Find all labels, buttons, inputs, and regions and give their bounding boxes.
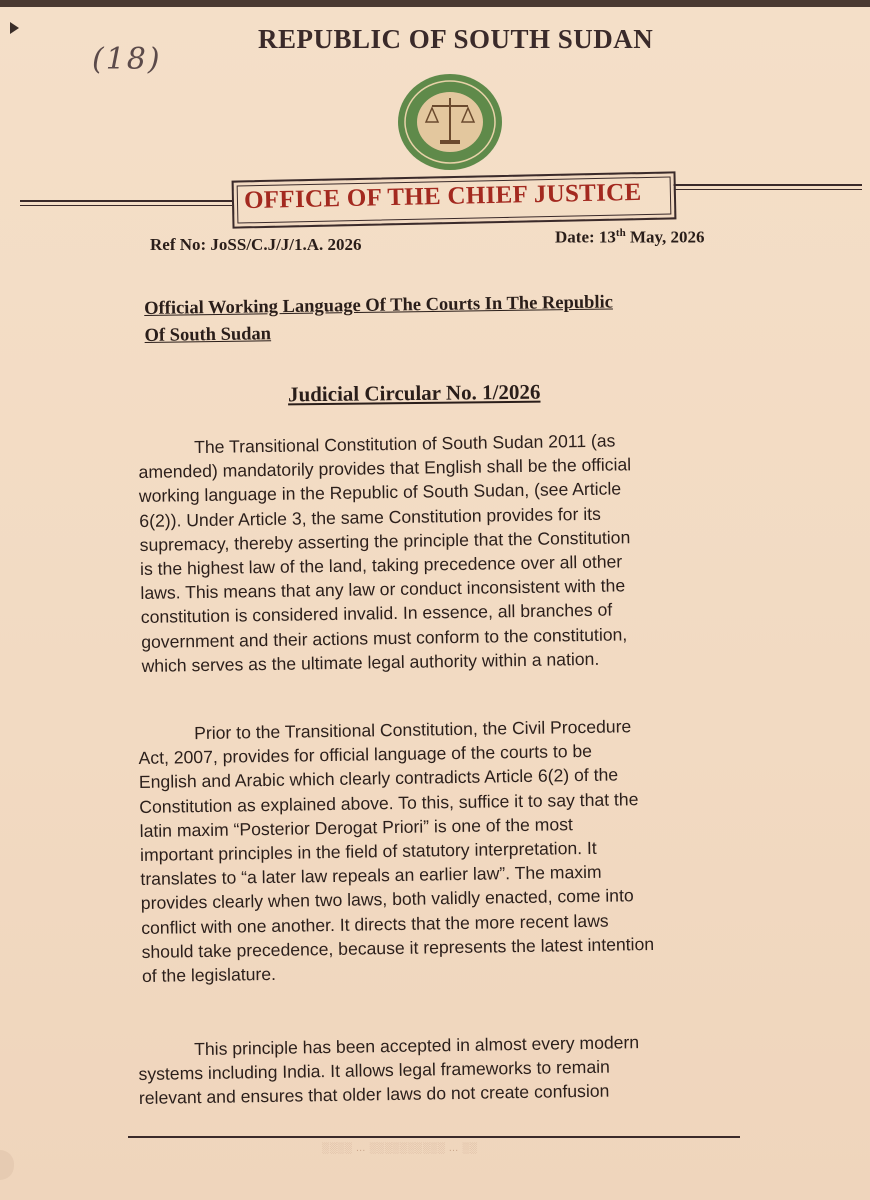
text-line: which serves as the ultimate legal authority within a nation. (141, 648, 600, 676)
header-rule-right (672, 184, 862, 190)
footer-email-faded: ░░░░ … ░░░░░░░░░░ … ░░ (322, 1143, 478, 1154)
text-line: Constitution as explained above. To this, suffice it to say that the (139, 788, 639, 817)
reference-number: Ref No: JoSS/C.J/J/1.A. 2026 (150, 235, 362, 254)
text-line: 6(2)). Under Article 3, the same Constitution provides for its (139, 503, 601, 531)
paragraph-1 (138, 426, 754, 678)
judiciary-seal-icon (396, 72, 504, 172)
paragraph-2 (138, 712, 754, 988)
text-line: systems including India. It allows legal frameworks to remain (138, 1056, 610, 1085)
text-line: important principles in the field of statutory interpretation. It (139, 837, 597, 865)
footer-rule (128, 1136, 740, 1138)
page-edge-shadow (0, 1150, 14, 1180)
office-heading: OFFICE OF THE CHIEF JUSTICE (243, 178, 642, 215)
text-line: relevant and ensures that older laws do not create confusion (138, 1081, 610, 1109)
subject-heading (144, 287, 765, 350)
republic-heading: REPUBLIC OF SOUTH SUDAN (258, 24, 654, 54)
corner-arrow-icon (10, 22, 19, 34)
text-line: supremacy, thereby asserting the principle that the Constitution (139, 527, 631, 555)
circular-date: Date: 13th May, 2026 (555, 227, 705, 247)
text-line: amended) mandatorily provides that English shall be the official (138, 454, 632, 483)
text-line: latin maxim “Posterior Derogat Priori” is one of the most (139, 813, 573, 841)
text-line: translates to “a later law repeals an earlier law”. The maxim (140, 861, 602, 890)
text-line: provides clearly when two laws, both validly enacted, come into (140, 885, 634, 914)
text-line: is the highest law of the land, taking precedence over all other (139, 551, 623, 579)
header-rule-left (20, 200, 232, 206)
text-line: laws. This means that any law or conduct inconsistent with the (140, 575, 626, 604)
handwritten-page-number: (18) (92, 42, 162, 77)
subject-line: Of South Sudan (144, 324, 272, 346)
text-line: constitution is considered invalid. In essence, all branches of (140, 599, 613, 628)
text-line: working language in the Republic of South Sudan, (see Article (138, 478, 622, 507)
top-edge (0, 0, 870, 7)
text-line: Act, 2007, provides for official language of the courts to be (138, 741, 593, 769)
text-line: should take precedence, because it represents the latest intention (141, 933, 655, 962)
text-line: This principle has been accepted in almost every modern (194, 1032, 640, 1060)
text-line: Prior to the Transitional Constitution, the Civil Procedure (194, 716, 632, 744)
paragraph-3 (138, 1028, 751, 1110)
text-line: English and Arabic which clearly contradicts Article 6(2) of the (138, 764, 619, 793)
text-line: government and their actions must conform to the constitution, (141, 623, 628, 652)
text-line: of the legislature. (141, 963, 277, 986)
circular-title: Judicial Circular No. 1/2026 (287, 379, 541, 407)
subject-line: Official Working Language Of The Courts In The Republic (144, 292, 614, 319)
text-line: The Transitional Constitution of South Sudan 2011 (as (194, 430, 616, 458)
text-line: conflict with one another. It directs that the more recent laws (141, 910, 609, 938)
